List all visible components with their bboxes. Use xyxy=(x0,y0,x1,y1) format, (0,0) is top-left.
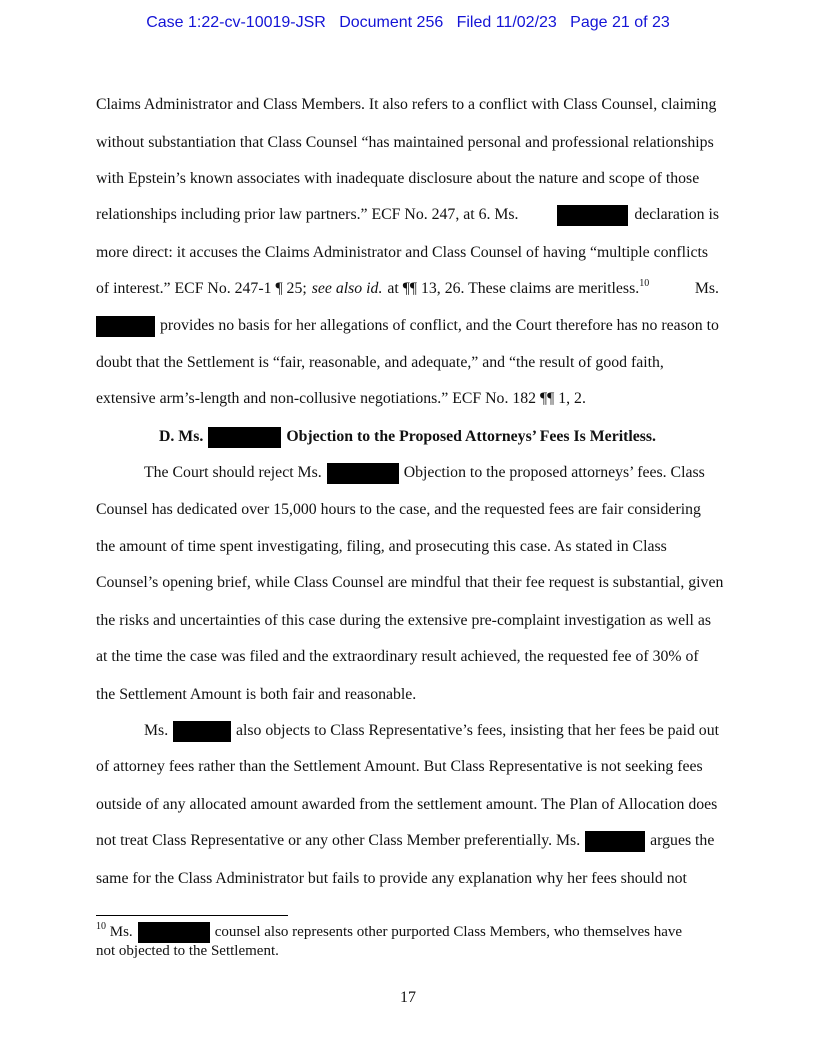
section-heading: D. Ms. Objection to the Proposed Attorneys’ Fees Is Meritless. xyxy=(96,426,719,448)
body-line: same for the Class Administrator but fails to provide any explanation why her fees should not xyxy=(96,870,687,887)
footnote-ref: 10 xyxy=(639,278,650,289)
body-line: provides no basis for her allegations of conflict, and the Court therefore has no reason to xyxy=(96,315,719,337)
body-line: the Settlement Amount is both fair and reasonable. xyxy=(96,686,417,703)
redaction-box xyxy=(557,205,628,226)
body-line: of attorney fees rather than the Settlement Amount. But Class Representative is not seeking fees xyxy=(96,758,703,775)
body-line: not treat Class Representative or any other Class Member preferentially. Ms. argues the xyxy=(96,830,719,852)
body-line: with Epstein’s known associates with inadequate disclosure about the nature and scope of those xyxy=(96,170,700,187)
page-number: 17 xyxy=(400,989,416,1006)
body-line: Counsel has dedicated over 15,000 hours to the case, and the requested fees are fair considering xyxy=(96,501,701,518)
page-of: Page 21 of 23 xyxy=(570,14,670,31)
redaction-box xyxy=(173,721,231,742)
body-line: more direct: it accuses the Claims Administrator and Class Counsel of having “multiple conflicts xyxy=(96,244,709,261)
document-number: Document 256 xyxy=(339,14,444,31)
body-line: Ms. also objects to Class Representative’s fees, insisting that her fees be paid out xyxy=(144,720,719,742)
filed-date: Filed 11/02/23 xyxy=(456,14,557,31)
redaction-box xyxy=(208,427,281,448)
case-header xyxy=(0,14,816,32)
redaction-box xyxy=(96,316,155,337)
body-line: the amount of time spent investigating, filing, and prosecuting this case. As stated in Class xyxy=(96,538,667,555)
body-line: extensive arm’s-length and non-collusive negotiations.” ECF No. 182 ¶¶ 1, 2. xyxy=(96,390,586,407)
footnote-line: $^{10}$ Ms. counsel also represents other purported Class Members, who themselves have xyxy=(96,922,719,942)
redaction-box xyxy=(585,831,645,852)
body-line: Claims Administrator and Class Members. It also refers to a conflict with Class Counsel, claiming xyxy=(96,96,717,113)
body-line: outside of any allocated amount awarded from the settlement amount. The Plan of Allocation does xyxy=(96,796,718,813)
body-line: doubt that the Settlement is “fair, reasonable, and adequate,” and “the result of good faith, xyxy=(96,354,664,371)
body-line: of interest.” ECF No. 247-1 ¶ 25; see also id. at ¶¶ 13, 26. These claims are meritless.$^{10}$ Ms. xyxy=(96,278,719,297)
body-line: the risks and uncertainties of this case during the extensive pre-complaint investigation as well as xyxy=(96,612,712,629)
footnote-rule xyxy=(96,915,288,916)
body-line: without substantiation that Class Counsel “has maintained personal and professional relationships xyxy=(96,134,714,151)
footnote-line: not objected to the Settlement. xyxy=(96,943,279,959)
body-line: at the time the case was filed and the extraordinary result achieved, the requested fee of 30% of xyxy=(96,648,699,665)
body-line: The Court should reject Ms. Objection to the proposed attorneys’ fees. Class xyxy=(144,462,719,484)
body-line: Counsel’s opening brief, while Class Counsel are mindful that their fee request is substantial, given xyxy=(96,574,724,591)
redaction-box xyxy=(327,463,399,484)
case-number: Case 1:22-cv-10019-JSR xyxy=(146,14,326,31)
body-line: relationships including prior law partners.” ECF No. 247, at 6. Ms. declaration is xyxy=(96,204,719,226)
footnote-number: 10 xyxy=(96,921,106,932)
redaction-box xyxy=(138,922,210,943)
